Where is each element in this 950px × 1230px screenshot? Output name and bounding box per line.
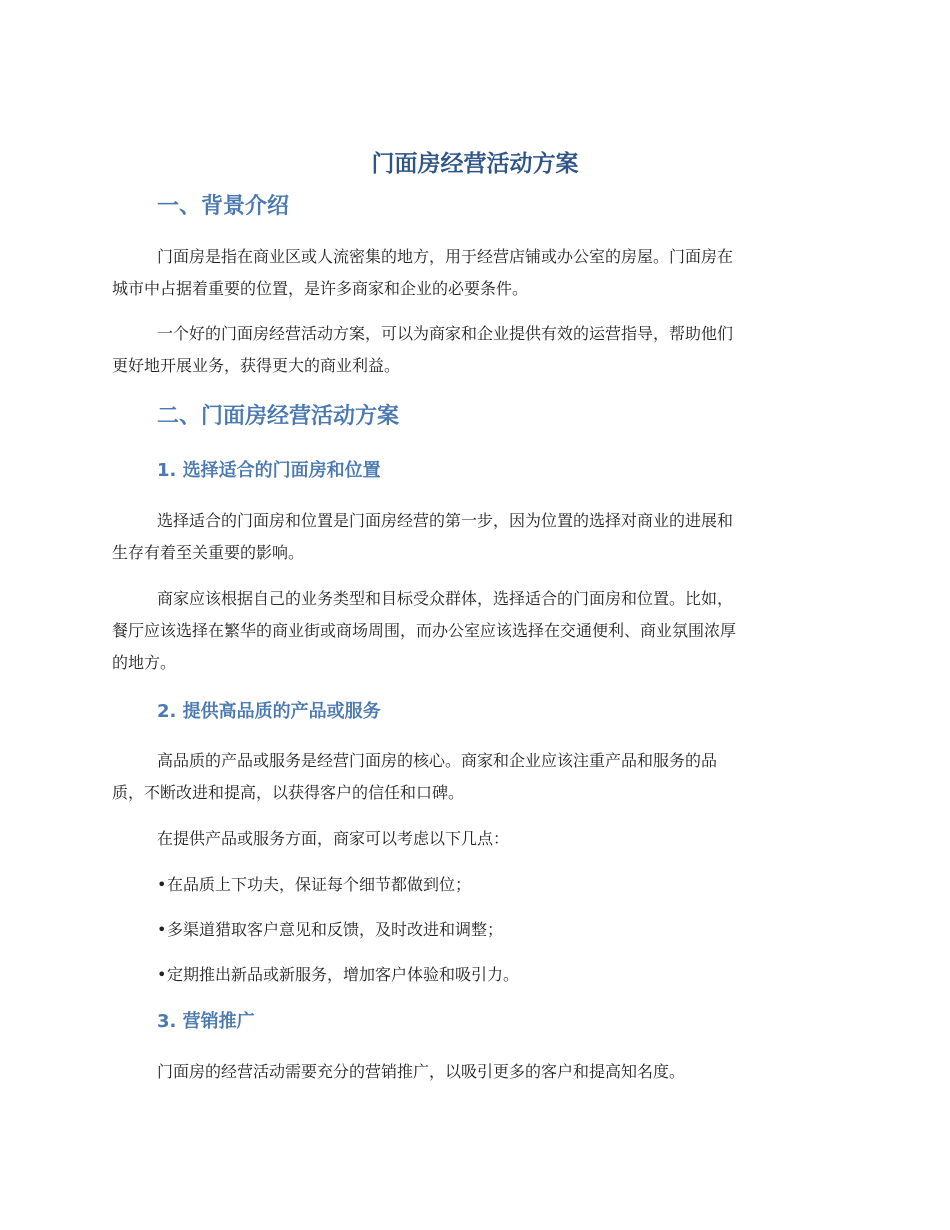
bullet-text: 定期推出新品或新服务，增加客户体验和吸引力。 (167, 965, 520, 984)
section-heading-background: 一、背景介绍 (157, 194, 290, 219)
bullet-text: 在品质上下功夫，保证每个细节都做到位； (167, 875, 472, 894)
section-heading-plan: 二、门面房经营活动方案 (157, 404, 400, 429)
paragraph-line: 一个好的门面房经营活动方案，可以为商家和企业提供有效的运营指导，帮助他们 (157, 324, 734, 343)
paragraph (112, 745, 832, 809)
paragraph-line: 生存有着至关重要的影响。 (112, 543, 305, 562)
paragraph (112, 823, 832, 855)
subsection-heading-location: 1. 选择适合的门面房和位置 (157, 460, 381, 481)
paragraph (112, 505, 832, 569)
paragraph (112, 1056, 832, 1088)
subsection-heading-quality: 2. 提供高品质的产品或服务 (157, 701, 381, 722)
paragraph-line: 餐厅应该选择在繁华的商业街或商场周围，而办公室应该选择在交通便利、商业氛围浓厚 (112, 621, 737, 640)
bullet-glyph: • (157, 875, 167, 894)
paragraph-line: 更好地开展业务，获得更大的商业利益。 (112, 356, 401, 375)
paragraph (112, 583, 832, 679)
paragraph-line: 选择适合的门面房和位置是门面房经营的第一步，因为位置的选择对商业的进展和 (157, 511, 734, 530)
paragraph-line: 质，不断改进和提高，以获得客户的信任和口碑。 (112, 783, 465, 802)
bullet-text: 多渠道猎取客户意见和反馈，及时改进和调整； (167, 920, 504, 939)
bullet-glyph: • (157, 920, 167, 939)
paragraph-line: 高品质的产品或服务是经营门面房的核心。商家和企业应该注重产品和服务的品 (157, 751, 718, 770)
paragraph-line: 城市中占据着重要的位置，是许多商家和企业的必要条件。 (112, 279, 529, 298)
paragraph-line: 商家应该根据自己的业务类型和目标受众群体，选择适合的门面房和位置。比如， (157, 589, 734, 608)
bullet-item (157, 960, 519, 990)
paragraph-line: 的地方。 (112, 653, 177, 672)
bullet-item (157, 915, 503, 945)
paragraph (112, 241, 832, 305)
paragraph-line: 门面房是指在商业区或人流密集的地方，用于经营店铺或办公室的房屋。门面房在 (157, 247, 734, 266)
paragraph-line: 门面房的经营活动需要充分的营销推广，以吸引更多的客户和提高知名度。 (157, 1062, 686, 1081)
paragraph-line: 在提供产品或服务方面，商家可以考虑以下几点： (157, 829, 510, 848)
bullet-glyph: • (157, 965, 167, 984)
paragraph (112, 318, 832, 382)
subsection-heading-marketing: 3. 营销推广 (157, 1011, 255, 1032)
bullet-item (157, 870, 471, 900)
document-title: 门面房经营活动方案 (371, 151, 579, 177)
